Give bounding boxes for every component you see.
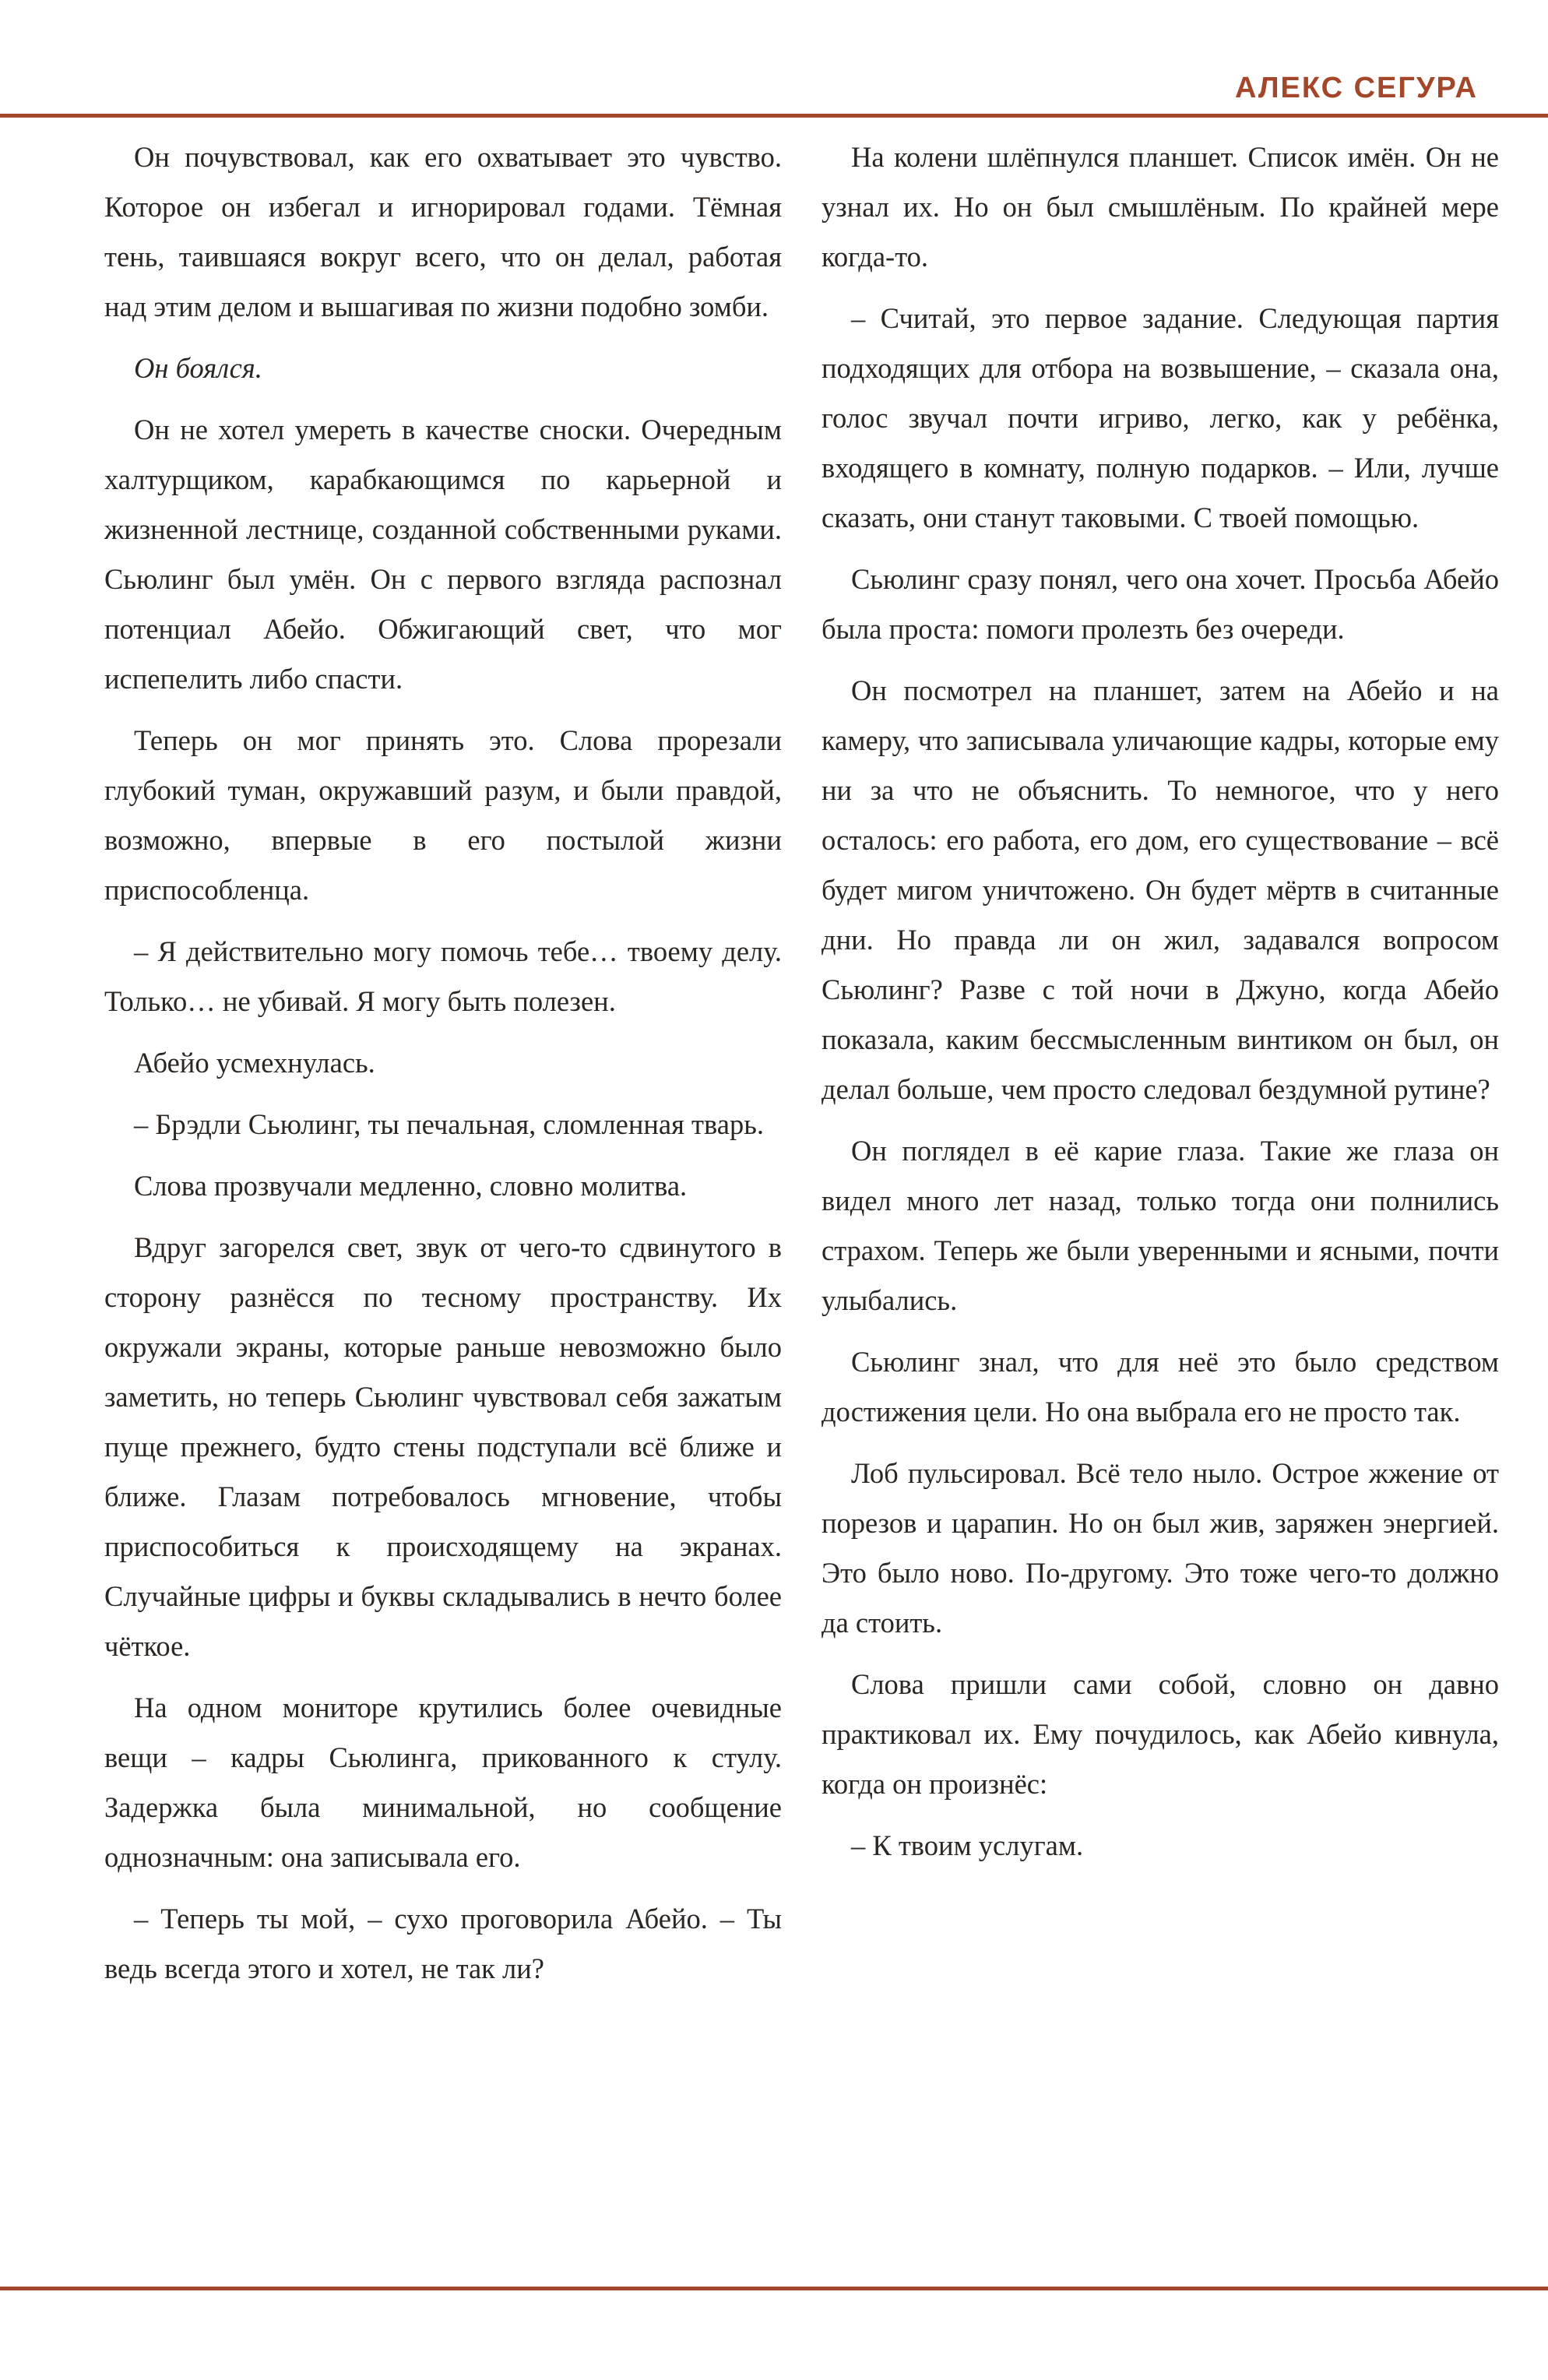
running-head-author: АЛЕКС СЕГУРА bbox=[1234, 72, 1478, 104]
paragraph: Теперь он мог принять это. Слова прорезали глубокий туман, окружавший разум, и были правдой, возможно, впервые в его постылой жизни приспособленца. bbox=[104, 724, 782, 906]
paragraph: – К твоим услугам. bbox=[851, 1829, 1084, 1861]
paragraph: Слова пришли сами собой, словно он давно практиковал их. Ему почудилось, как Абейо кивнула, когда он произнёс: bbox=[821, 1668, 1499, 1800]
paragraph: Он поглядел в её карие глаза. Такие же глаза он видел много лет назад, только тогда они полнились страхом. Теперь же были уверенными и ясными, почти улыбались. bbox=[821, 1135, 1499, 1316]
paragraph: Слова прозвучали медленно, словно молитва. bbox=[134, 1170, 688, 1202]
header-rule bbox=[0, 114, 1548, 118]
footer-rule bbox=[0, 2287, 1548, 2290]
paragraph: На колени шлёпнулся планшет. Список имён. Он не узнал их. Но он был смышлёным. По крайней мере когда-то. bbox=[821, 141, 1499, 273]
paragraph: – Брэдли Сьюлинг, ты печальная, сломленная тварь. bbox=[134, 1108, 764, 1140]
paragraph: Он почувствовал, как его охватывает это чувство. Которое он избегал и игнорировал годами. Тёмная тень, таившаяся вокруг всего, что он делал, работая над этим делом и вышагивая по жизни подобно зомби. bbox=[104, 141, 782, 322]
left-column bbox=[104, 132, 782, 2005]
paragraph: – Считай, это первое задание. Следующая партия подходящих для отбора на возвышение, – сказала она, голос звучал почти игриво, легко, как у ребёнка, входящего в комнату, полную подарков. – Или, лучше сказать, они станут таковыми. С твоей помощью. bbox=[821, 302, 1499, 533]
right-column bbox=[821, 132, 1499, 1882]
paragraph: Вдруг загорелся свет, звук от чего-то сдвинутого в сторону разнёсся по тесному пространству. Их окружали экраны, которые раньше невозможно было заметить, но теперь Сьюлинг чувствовал себя зажатым пуще прежнего, будто стены подступали всё ближе и ближе. Глазам потребовалось мгновение, чтобы приспособиться к происходящему на экранах. Случайные цифры и буквы складывались в нечто более чёткое. bbox=[104, 1231, 782, 1662]
paragraph: Он посмотрел на планшет, затем на Абейо и на камеру, что записывала уличающие кадры, которые ему ни за что не объяснить. То немногое, что у него осталось: его работа, его дом, его существование – всё будет мигом уничтожено. Он будет мёртв в считанные дни. Но правда ли он жил, задавался вопросом Сьюлинг? Разве с той ночи в Джуно, когда Абейо показала, каким бессмысленным винтиком он был, он делал больше, чем просто следовал бездумной рутине? bbox=[821, 674, 1499, 1105]
page-header bbox=[0, 0, 1548, 117]
paragraph: Лоб пульсировал. Всё тело ныло. Острое жжение от порезов и царапин. Но он был жив, заряжен энергией. Это было ново. По-другому. Это тоже чего-то должно да стоить. bbox=[821, 1457, 1499, 1639]
paragraph: – Теперь ты мой, – сухо проговорила Абейо. – Ты ведь всегда этого и хотел, не так ли? bbox=[104, 1903, 782, 1984]
paragraph: Абейо усмехнулась. bbox=[134, 1047, 375, 1079]
paragraph: На одном мониторе крутились более очевидные вещи – кадры Сьюлинга, прикованного к стулу. Задержка была минимальной, но сообщение однозначным: она записывала его. bbox=[104, 1692, 782, 1873]
paragraph: – Я действительно могу помочь тебе… твоему делу. Только… не убивай. Я могу быть полезен. bbox=[104, 935, 782, 1017]
paragraph: Он не хотел умереть в качестве сноски. Очередным халтурщиком, карабкающимся по карьерной и жизненной лестнице, созданной собственными руками. Сьюлинг был умён. Он с первого взгляда распознал потенциал Абейо. Обжигающий свет, что мог испепелить либо спасти. bbox=[104, 414, 782, 695]
paragraph-italic: Он боялся. bbox=[134, 352, 262, 384]
paragraph: Сьюлинг знал, что для неё это было средством достижения цели. Но она выбрала его не просто так. bbox=[821, 1346, 1499, 1428]
paragraph: Сьюлинг сразу понял, чего она хочет. Просьба Абейо была проста: помоги пролезть без очереди. bbox=[821, 563, 1499, 645]
